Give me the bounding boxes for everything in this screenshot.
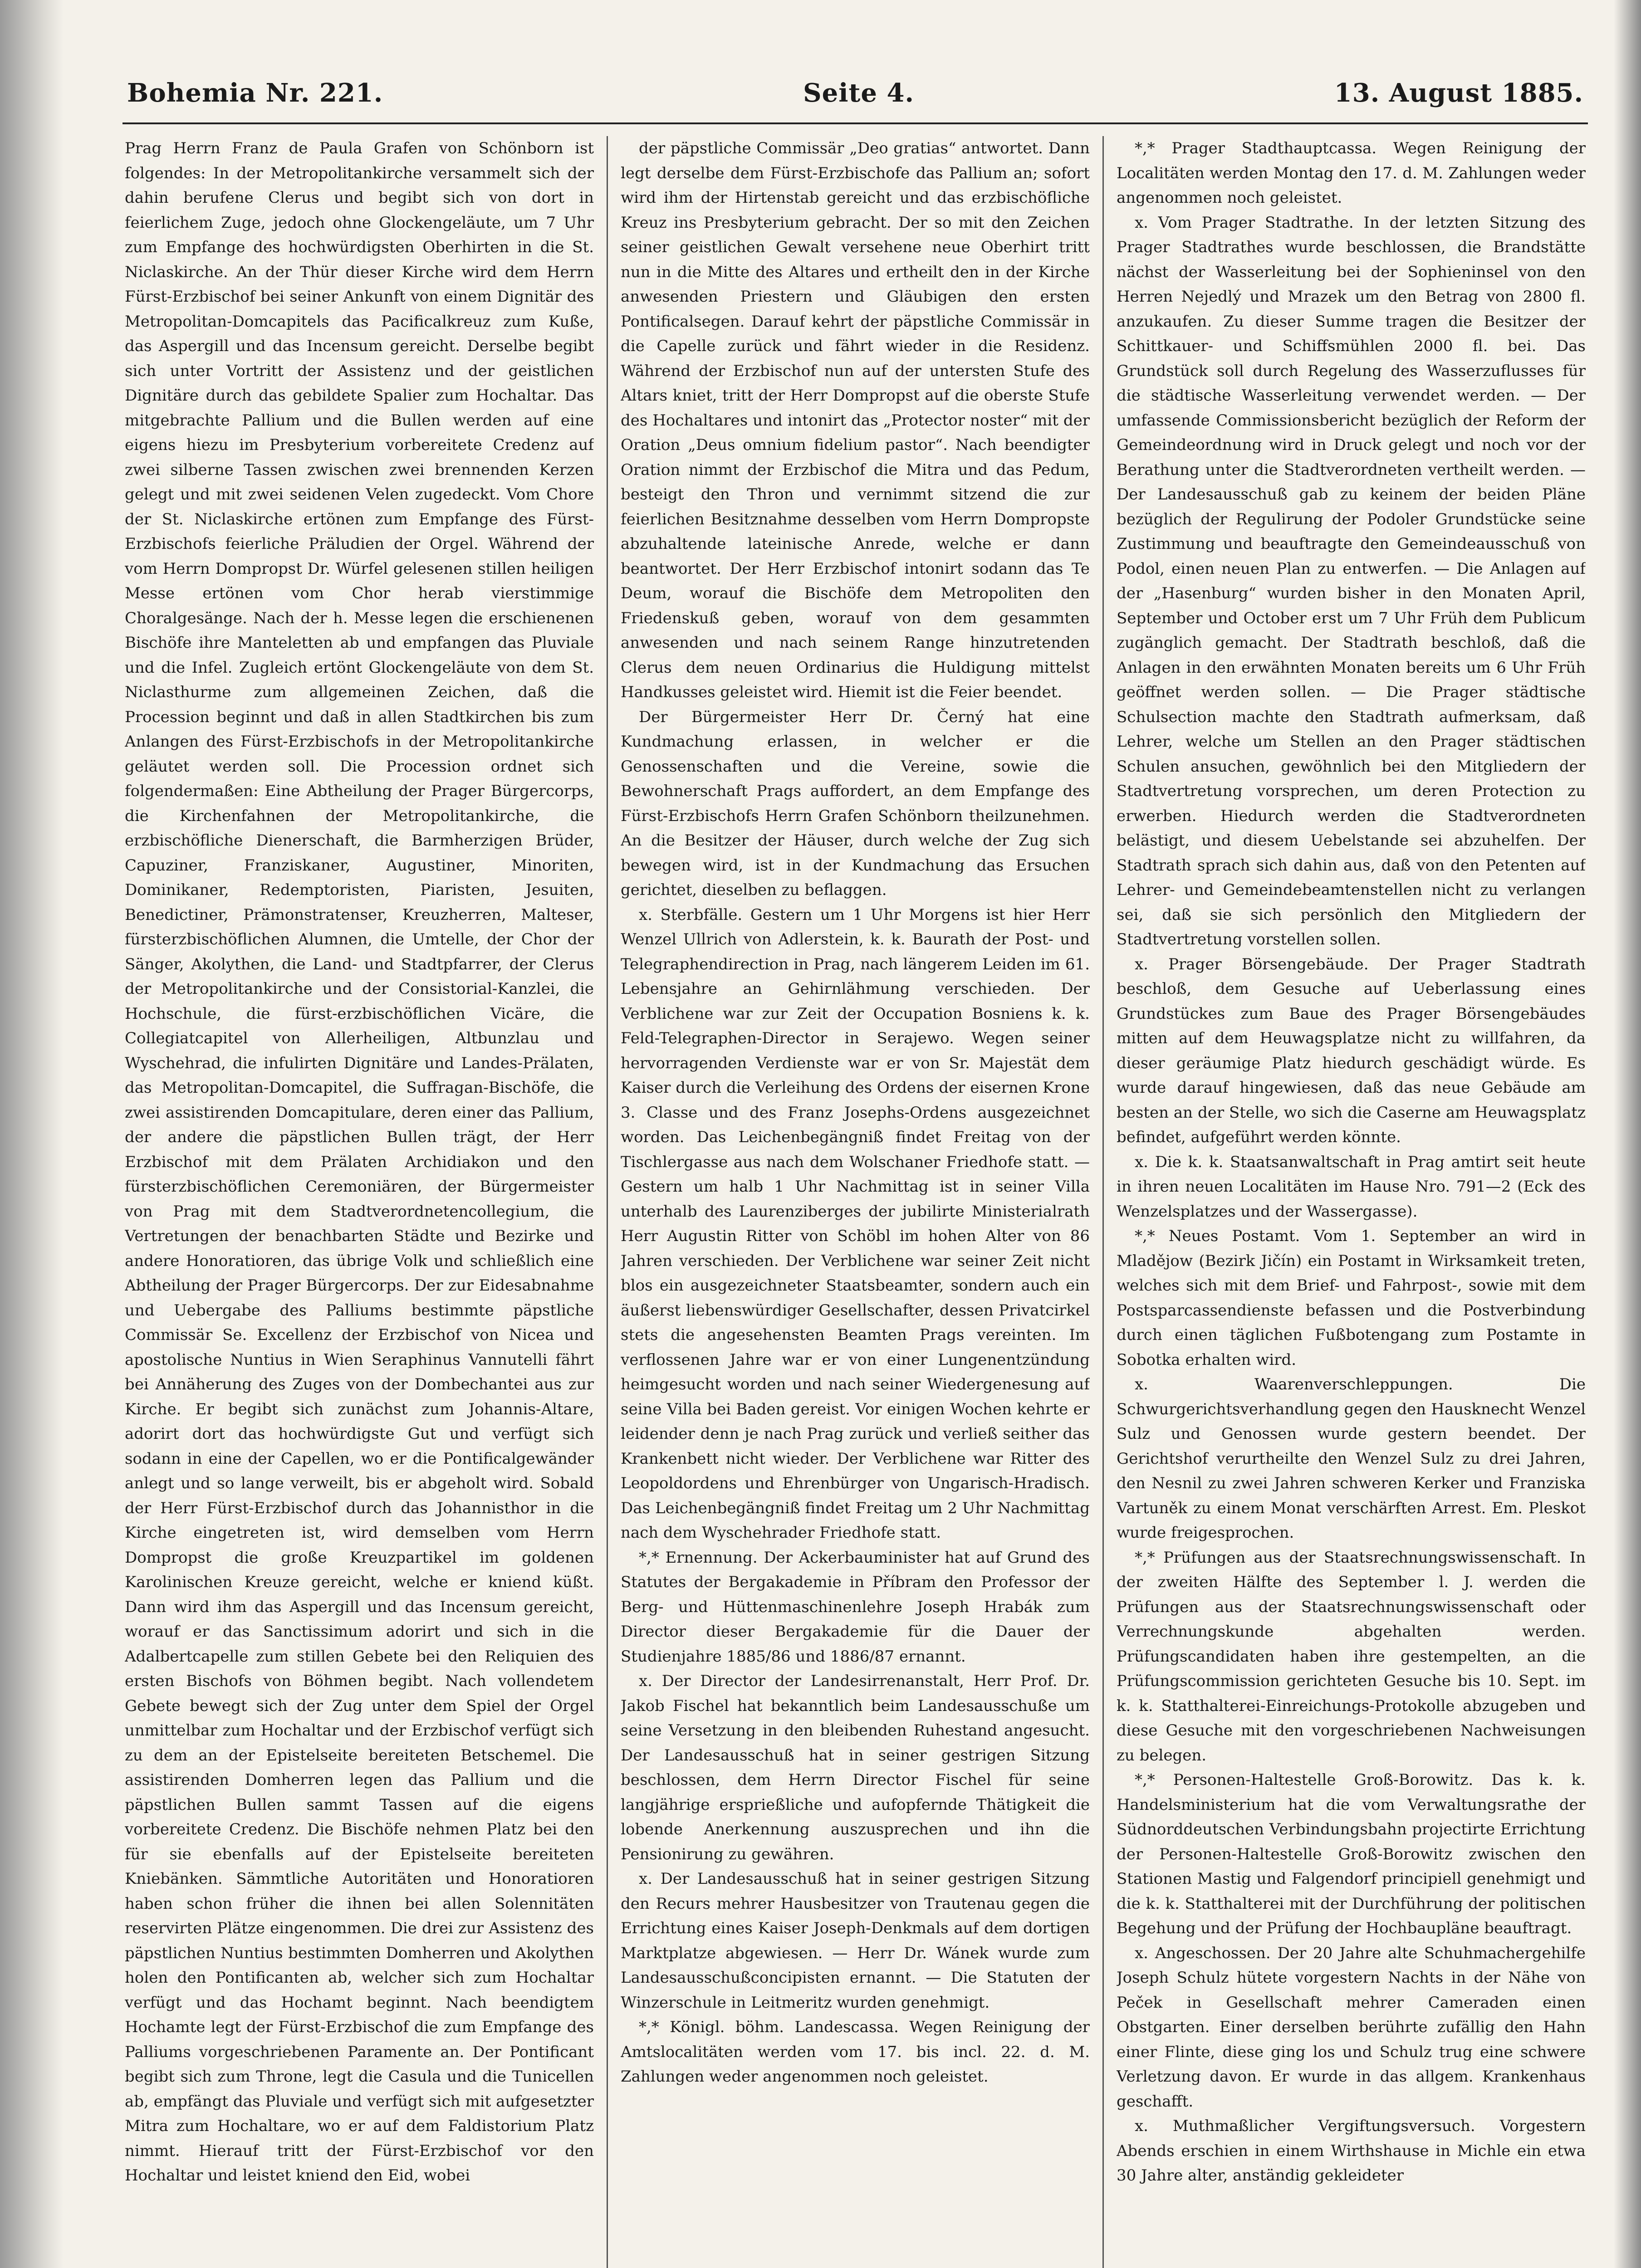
article-paragraph: x. Muthmaßlicher Vergiftungsversuch. Vorgestern Abends erschien in einem Wirthshause in Michle ein etwa 30 Jahre alter, anständig gekleideter bbox=[1117, 2117, 1586, 2185]
article-paragraph: der päpstliche Commissär „Deo gratias“ antwortet. Dann legt derselbe dem Fürst-Erzbischofe das Pallium an; sofort wird ihm der Hirtenstab gereicht und das erzbischöfliche Kreuz ins Presbyterium gebracht. Der so mit den Zeichen seiner geistlichen Gewalt versehene neue Oberhirt tritt nun in die Mitte des Altares und ertheilt den in der Kirche anwesenden Priestern und Gläubigen den ersten Pontificalsegen. Darauf kehrt der päpstliche Commissär in die Capelle zurück und fährt wieder in die Residenz. Während der Erzbischof nun auf der untersten Stufe des Altars kniet, tritt der Herr Dompropst auf die oberste Stufe des Hochaltares und intonirt das „Protector noster“ mit der Oration „Deus omnium fidelium pastor“. Nach beendigter Oration nimmt der Erzbischof die Mitra und das Pedum, besteigt den Thron und vernimmt sitzend die zur feierlichen Besitznahme desselben vom Herrn Dompropste abzuhaltende lateinische Anrede, welche er dann beantwortet. Der Herr Erzbischof intonirt sodann das Te Deum, worauf die Bischöfe dem Metropoliten den Friedenskuß geben, worauf von dem gesammten anwesenden und nach seinem Range hinzutretenden Clerus dem neuen Ordinarius die Huldigung mittelst Handkusses geleistet wird. Hiemit ist die Feier beendet. bbox=[621, 139, 1090, 701]
article-paragraph: x. Angeschossen. Der 20 Jahre alte Schuhmachergehilfe Joseph Schulz hütete vorgestern Nachts in der Nähe von Peček in Gesellschaft mehrer Cameraden einen Obstgarten. Einer derselben berührte zufällig den Hahn einer Flinte, diese ging los und Schulz trug eine schwere Verletzung davon. Er wurde in das allgem. Krankenhaus geschafft. bbox=[1117, 1944, 1586, 2111]
article-paragraph: x. Sterbfälle. Gestern um 1 Uhr Morgens ist hier Herr Wenzel Ullrich von Adlerstein, k. k. Baurath der Post- und Telegraphendirection in Prag, nach längerem Leiden im 61. Lebensjahre an Gehirnlähmung verschieden. Der Verblichene war zur Zeit der Occupation Bosniens k. k. Feld-Telegraphen-Director in Serajewo. Wegen seiner hervorragenden Verdienste war er von Sr. Majestät dem Kaiser durch die Verleihung des Ordens der eisernen Krone 3. Classe und des Franz Josephs-Ordens ausgezeichnet worden. Das Leichenbegängniß findet Freitag von der Tischlergasse aus nach dem Wolschaner Friedhofe statt. — Gestern um halb 1 Uhr Nachmittag ist in seiner Villa unterhalb des Laurenzibergеs der jubilirte Ministerialrath Herr Augustin Ritter von Schöbl im hohen Alter von 86 Jahren verschieden. Der Verblichene war seiner Zeit nicht blos ein ausgezeichneter Staatsbeamter, sondern auch ein äußerst liebenswürdiger Gesellschafter, dessen Privatcirkel stets die angesehensten Beamten Prags vereinten. Im verflossenen Jahre war er von einer Lungenentzündung heimgesucht worden und nach seiner Wiedergenesung auf seine Villa bei Baden gereist. Vor einigen Wochen kehrte er leidender denn je nach Prag zurück und verließ seither das Krankenbett nicht wieder. Der Verblichene war Ritter des Leopoldordens und Ehrenbürger von Ungarisch-Hradisch. Das Leichenbegängniß findet Freitag um 2 Uhr Nachmittag nach dem Wyschehrader Friedhofe statt. bbox=[621, 905, 1090, 1542]
header-rule bbox=[122, 122, 1588, 124]
article-paragraph: *,* Königl. böhm. Landescassa. Wegen Reinigung der Amtslocalitäten werden vom 17. bis incl. 22. d. M. Zahlungen weder angenommen noch geleistet. bbox=[621, 2018, 1090, 2086]
article-paragraph: x. Der Director der Landesirrenanstalt, Herr Prof. Dr. Jakob Fischel hat bekanntlich beim Landesausschuße um seine Versetzung in den bleibenden Ruhestand angesucht. Der Landesausschuß hat in seiner gestrigen Sitzung beschlossen, dem Herrn Director Fischel für seine langjährige ersprießliche und aufopfernde Thätigkeit die lobende Anerkennung auszusprechen und ihn die Pensionirung zu gewähren. bbox=[621, 1672, 1090, 1863]
article-paragraph: *,* Prager Stadthauptcassa. Wegen Reinigung der Localitäten werden Montag den 17. d. M. Zahlungen weder angenommen noch geleistet. bbox=[1117, 139, 1586, 207]
column-1 bbox=[125, 136, 594, 2268]
article-paragraph: Prag Herrn Franz de Paula Grafen von Schönborn ist folgendes: In der Metropolitankirche versammelt sich der dahin berufene Clerus und begibt sich von dort in feierlichem Zuge, jedoch ohne Glockengeläute, um 7 Uhr zum Empfange des hochwürdigsten Oberhirten in die St. Niclaskirche. An der Thür dieser Kirche wird dem Herrn Fürst-Erzbischof bei seiner Ankunft von einem Dignitär des Metropolitan-Domcapitels das Pacificalkreuz zum Kuße, das Aspergill und das Incensum gereicht. Derselbe begibt sich unter Vortritt der Assistenz und der geistlichen Dignitäre durch das gebildete Spalier zum Hochaltar. Das mitgebrachte Pallium und die Bullen werden auf eine eigens hiezu im Presbyterium vorbereitete Credenz auf zwei silberne Tassen zwischen zwei brennenden Kerzen gelegt und mit zwei seidenen Velen zugedeckt. Vom Chore der St. Niclaskirche ertönen zum Empfange des Fürst-Erzbischofs feierliche Präludien der Orgel. Während der vom Herrn Dompropst Dr. Würfel gelesenen stillen heiligen Messe ertönen vom Chor herab vierstimmige Choralgesänge. Nach der h. Messe legen die erschienenen Bischöfe ihre Manteletten ab und empfangen das Pluviale und die Infel. Zugleich ertönt Glockengeläute von dem St. Niclasthurme zum allgemeinen Zeichen, daß die Procession beginnt und daß in allen Stadtkirchen bis zum Anlangen des Fürst-Erzbischofs in der Metropolitankirche geläutet werden soll. Die Procession ordnet sich folgendermaßen: Eine Abtheilung der Prager Bürgercorps, die Kirchenfahnen der Metropolitankirche, die erzbischöfliche Dienerschaft, die Barmherzigen Brüder, Capuziner, Franziskaner, Augustiner, Minoriten, Dominikaner, Redemptoristen, Piaristen, Jesuiten, Benedictiner, Prämonstratenser, Kreuzherren, Malteser, fürsterzbischöflichen Alumnen, die Umtelle, der Chor der Sänger, Akolythen, die Land- und Stadtpfarrer, der Clerus der Metropolitankirche und der Consistorial-Kanzlei, die Hochschule, die fürst-erzbischöflichen Vicäre, die Collegiatcapitel von Allerheiligen, Altbunzlau und Wyschehrad, die infulirten Dignitäre und Landes-Prälaten, das Metropolitan-Domcapitel, die Suffragan-Bischöfe, die zwei assistirenden Domcapitulare, deren einer das Pallium, der andere die päpstlichen Bullen trägt, der Herr Erzbischof mit dem Prälaten Archidiakon und den fürsterzbischöflichen Ceremoniären, der Bürgermeister von Prag mit dem Stadtverordnetencollegium, die Vertretungen der benachbarten Städte und Bezirke und andere Honoratioren, das übrige Volk und schließlich eine Abtheilung der Prager Bürgercorps. Der zur Eidesabnahme und Uebergabe des Palliums bestimmte päpstliche Commissär Se. Excellenz der Erzbischof von Nicea und apostolische Nuntius in Wien Seraphinus Vannutelli fährt bei Annäherung des Zuges von der Dombechantei aus zur Kirche. Er begibt sich zunächst zum Johannis-Altare, adorirt dort das hochwürdigste Gut und verfügt sich sodann in eine der Capellen, wo er die Pontificalgewänder anlegt und so lange verweilt, bis er abgeholt wird. Sobald der Herr Fürst-Erzbischof durch das Johannisthor in die Kirche eingetreten ist, wird demselben vom Herrn Dompropst die große Kreuzpartikel im goldenen Karolinischen Kreuze gereicht, welche er kniend küßt. Dann wird ihm das Aspergill und das Incensum gereicht, worauf er das Sanctissimum adorirt und sich in die Adalbertcapelle zum stillen Gebete bei den Reliquien des ersten Bischofs von Böhmen begibt. Nach vollendetem Gebete bewegt sich der Zug unter dem Spiel der Orgel unmittelbar zum Hochaltar und der Erzbischof verfügt sich zu dem an der Epistelseite bereiteten Betschemel. Die assistirenden Domherren legen das Pallium und die päpstlichen Bullen sammt Tassen auf die eigens vorbereitete Credenz. Die Bischöfe nehmen Platz bei den für sie ebenfalls auf der Epistelseite bereiteten Kniebänken. Sämmtliche Autoritäten und Honoratioren haben schon früher die ihnen bei allen Solennitäten reservirten Plätze eingenommen. Die drei zur Assistenz des päpstlichen Nuntius bestimmten Domherren und Akolythen holen den Pontificanten ab, welcher sich zum Hochaltar verfügt und das Hochamt beginnt. Nach beendigtem Hochamte legt der Fürst-Erzbischof die zum Empfange des Palliums vorgeschriebenen Paramente an. Der Pontificant begibt sich zum Throne, legt die Casula und die Tunicellen ab, empfängt das Pluviale und verfügt sich mit aufgesetzter Mitra zum Hochaltare, wo er auf dem Faldistorium Platz nimmt. Hierauf tritt der Fürst-Erzbischof vor den Hochaltar und leistet kniend den Eid, wobei bbox=[125, 139, 594, 2185]
header-publication: Bohemia Nr. 221. bbox=[127, 78, 383, 108]
article-paragraph: x. Waarenverschleppungen. Die Schwurgerichtsverhandlung gegen den Hausknecht Wenzel Sulz und Genossen wurde gestern beendet. Der Gerichtshof verurtheilte den Wenzel Sulz zu drei Jahren, den Nesnil zu zwei Jahren schweren Kerker und Franziska Vartuněk zu einem Monat verschärften Arrest. Em. Pleskot wurde freigesprochen. bbox=[1117, 1375, 1586, 1542]
article-paragraph: Der Bürgermeister Herr Dr. Černý hat eine Kundmachung erlassen, in welcher er die Genossenschaften und die Vereine, sowie die Bewohnerschaft Prags auffordert, an dem Empfange des Fürst-Erzbischofs Herrn Grafen Schönborn theilzunehmen. An die Besitzer der Häuser, durch welche der Zug sich bewegen wird, ist in der Kundmachung das Ersuchen gerichtet, dieselben zu beflaggen. bbox=[621, 708, 1090, 899]
scan-edge-left bbox=[0, 0, 64, 2268]
article-paragraph: x. Der Landesausschuß hat in seiner gestrigen Sitzung den Recurs mehrer Hausbesitzer von Trautenau gegen die Errichtung eines Kaiser Joseph-Denkmals auf dem dortigen Marktplatze abgewiesen. — Herr Dr. Wánek wurde zum Landesausschußconcipisten ernannt. — Die Statuten der Winzerschule in Leitmeritz wurden genehmigt. bbox=[621, 1870, 1090, 2012]
article-paragraph: *,* Ernennung. Der Ackerbauminister hat auf Grund des Statutes der Bergakademie in Příbram den Professor der Berg- und Hüttenmaschinenlehre Joseph Hrabák zum Director dieser Bergakademie für die Dauer der Studienjahre 1885/86 und 1886/87 ernannt. bbox=[621, 1548, 1090, 1666]
page-header bbox=[127, 73, 1583, 113]
article-paragraph: *,* Prüfungen aus der Staatsrechnungswissenschaft. In der zweiten Hälfte des September l. J. werden die Prüfungen aus der Staatsrechnungswissenschaft oder Verrechnungskunde abgehalten werden. Prüfungscandidaten haben ihre gestempelten, an die Prüfungscommission gerichteten Gesuche bis 10. Sept. im k. k. Statthalterei-Einreichungs-Protokolle abzugeben und diese Gesuche mit den vorgeschriebenen Nachweisungen zu belegen. bbox=[1117, 1548, 1586, 1765]
column-divider bbox=[1102, 136, 1104, 2268]
text-columns bbox=[125, 136, 1586, 2268]
column-divider bbox=[607, 136, 608, 2268]
column-3 bbox=[1117, 136, 1586, 2268]
article-paragraph: x. Die k. k. Staatsanwaltschaft in Prag amtirt seit heute in ihren neuen Localitäten im Hause Nro. 791—2 (Eck des Wenzelsplatzes und der Wassergasse). bbox=[1117, 1153, 1586, 1221]
article-paragraph: *,* Neues Postamt. Vom 1. September an wird in Mladějow (Bezirk Jičín) ein Postamt in Wirksamkeit treten, welches sich mit dem Brief- und Fahrpost-, sowie mit dem Postsparcassendienste befassen und die Postverbindung durch einen täglichen Fußbotengang zum Postamte in Sobotka erhalten wird. bbox=[1117, 1227, 1586, 1369]
article-paragraph: x. Vom Prager Stadtrathe. In der letzten Sitzung des Prager Stadtrathes wurde beschlossen, die Brandstätte nächst der Wasserleitung bei der Sophieninsel von den Herren Nejedlý und Mrazek um den Betrag von 2800 fl. anzukaufen. Zu dieser Summe tragen die Besitzer der Schittkauer- und Schiffsmühlen 2000 fl. bei. Das Grundstück soll durch Regelung des Wasserzuflusses für die städtische Wasserleitung verwendet werden. — Der umfassende Commissionsbericht bezüglich der Reform der Gemeindeordnung wird in Druck gelegt und noch vor der Berathung unter die Stadtverordneten vertheilt werden. — Der Landesausschuß gab zu keinem der beiden Pläne bezüglich der Regulirung der Podoler Grundstücke seine Zustimmung und beauftragte den Gemeindeausschuß von Podol, einen neuen Plan zu entwerfen. — Die Anlagen auf der „Hasenburg“ wurden bisher in den Monaten April, September und October erst um 7 Uhr Früh dem Publicum zugänglich gemacht. Der Stadtrath beschloß, daß die Anlagen in den erwähnten Monaten bereits um 6 Uhr Früh geöffnet werden sollen. — Die Prager städtische Schulsection machte den Stadtrath aufmerksam, daß Lehrer, welche um Stellen an den Prager städtischen Schulen ansuchen, gewöhnlich bei den Mitgliedern der Stadtvertretung vorsprechen, um deren Protection zu erwerben. Hiedurch werden die Stadtverordneten belästigt, und diesem Uebelstande sei abzuhelfen. Der Stadtrath sprach sich dahin aus, daß von den Petenten auf Lehrer- und Gemeindebeamtenstellen nicht zu verlangen sei, daß sie sich persönlich den Mitgliedern der Stadtvertretung vorstellen sollen. bbox=[1117, 213, 1586, 948]
article-paragraph: *,* Personen-Haltestelle Groß-Borowitz. Das k. k. Handelsministerium hat die vom Verwaltungsrathe der Südnorddeutschen Verbindungsbahn projectirte Errichtung der Personen-Haltestelle Groß-Borowitz zwischen den Stationen Mastig und Falgendorf principiell genehmigt und die k. k. Statthalterei mit der Durchführung der politischen Begehung und der Prüfung der Hochbaupläne beauftragt. bbox=[1117, 1771, 1586, 1937]
column-2 bbox=[621, 136, 1090, 2268]
scan-edge-right bbox=[1614, 0, 1641, 2268]
header-date: 13. August 1885. bbox=[1334, 78, 1583, 108]
header-page-number: Seite 4. bbox=[803, 78, 914, 108]
article-paragraph: x. Prager Börsengebäude. Der Prager Stadtrath beschloß, dem Gesuche auf Ueberlassung eines Grundstückes zum Baue des Prager Börsengebäudes mitten auf dem Heuwagsplatze nicht zu willfahren, da dieser geräumige Platz hiedurch geschädigt würde. Es wurde darauf hingewiesen, daß das neue Gebäude am besten an der Stelle, wo sich die Caserne am Heuwagsplatz befindet, aufgeführt werden könnte. bbox=[1117, 955, 1586, 1146]
